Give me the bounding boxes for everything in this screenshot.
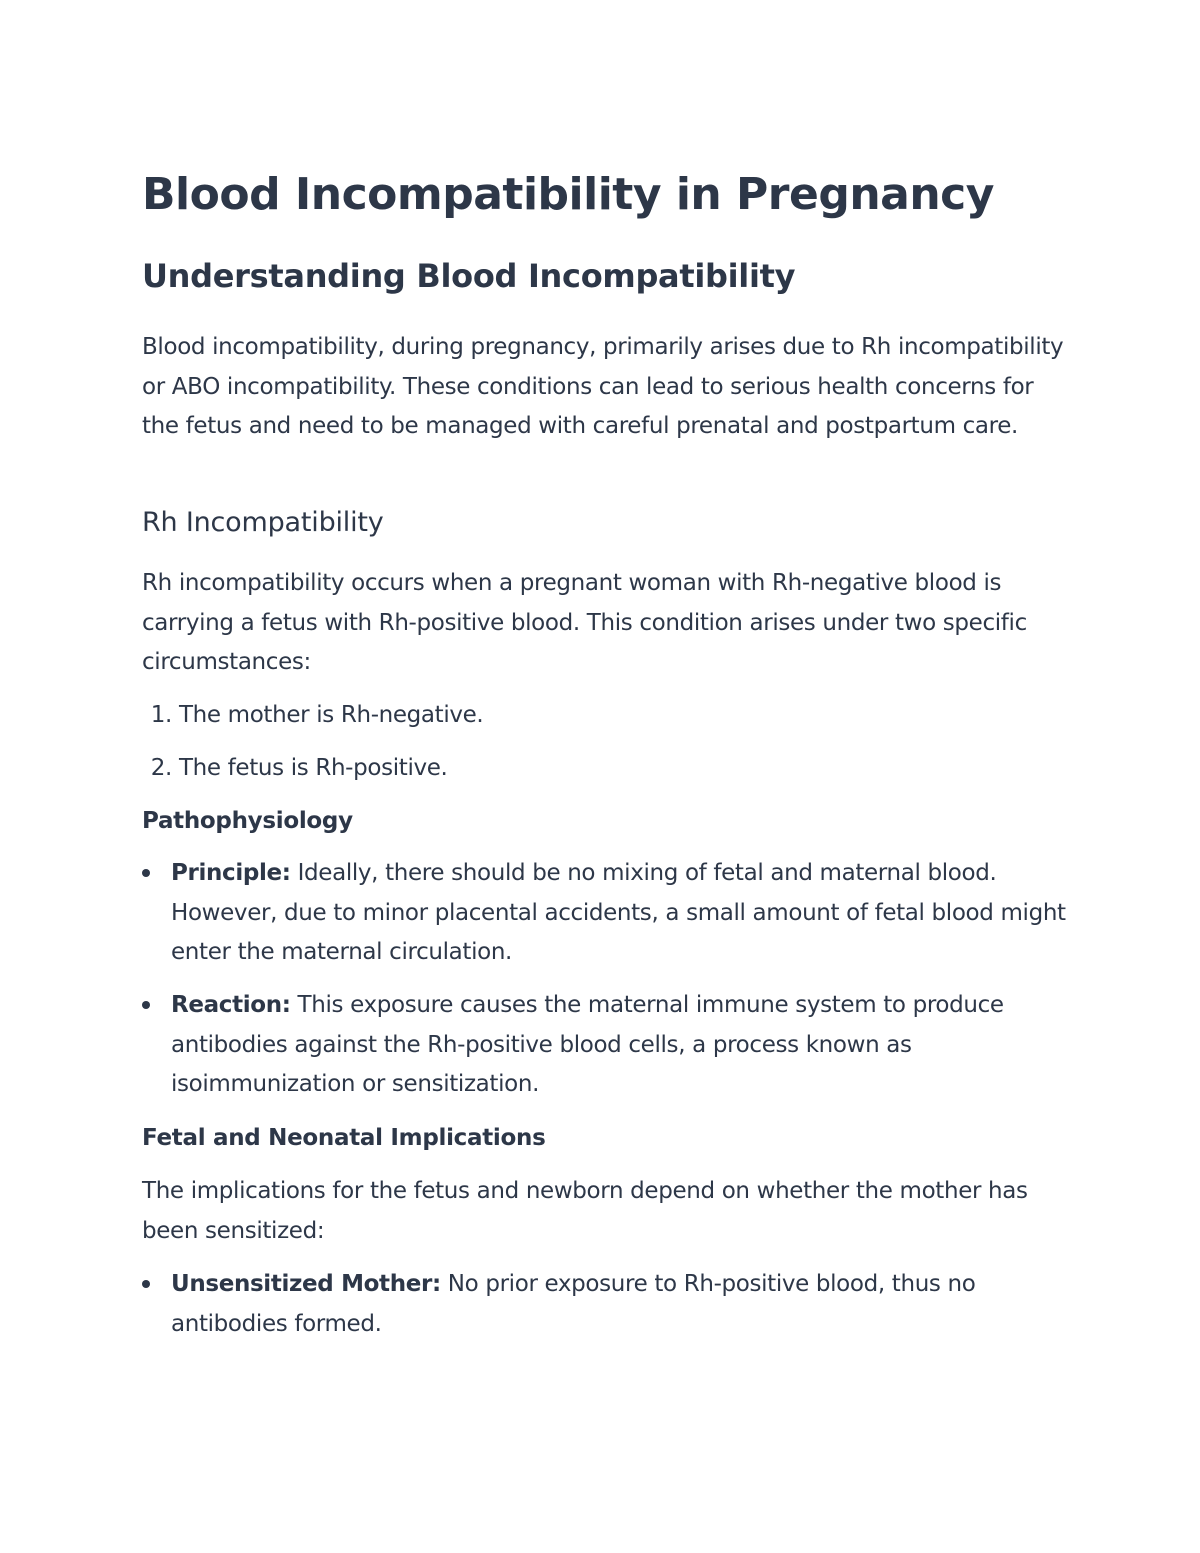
list-item-number: 1. (150, 702, 172, 728)
pathophysiology-heading: Pathophysiology (142, 808, 353, 834)
list-item (142, 854, 1072, 973)
bullet-icon (142, 1001, 150, 1009)
list-item (142, 986, 1072, 1105)
rh-intro-paragraph: Rh incompatibility occurs when a pregnant woman with Rh-negative blood is carrying a fetus with Rh-positive blood. This condition arises under two specific circumstances: (142, 570, 1027, 675)
bullet-icon (142, 869, 150, 877)
list-item (142, 1265, 1072, 1344)
document-title: Blood Incompatibility in Pregnancy (142, 169, 994, 220)
section-heading: Understanding Blood Incompatibility (142, 257, 796, 295)
list-item-term: Principle: (171, 860, 291, 886)
list-item-text: The mother is Rh-negative. (178, 702, 484, 728)
document-page (142, 168, 1072, 1337)
list-item-text: This exposure causes the maternal immune system to produce antibodies against the Rh-positive blood cells, a process known as isoimmunization or sensitization. (171, 992, 1004, 1097)
implications-intro-paragraph: The implications for the fetus and newborn depend on whether the mother has been sensitized: (142, 1178, 1028, 1244)
rh-heading: Rh Incompatibility (142, 507, 384, 538)
list-item-term: Unsensitized Mother: (171, 1271, 441, 1297)
section-intro-paragraph: Blood incompatibility, during pregnancy, primarily arises due to Rh incompatibility or ABO incompatibility. These conditions can lead to serious health concerns for the fetus and need to be managed with careful prenatal and postpartum care. (142, 334, 1064, 439)
list-item-number: 2. (150, 755, 172, 781)
list-item-text: Ideally, there should be no mixing of fetal and maternal blood. However, due to minor placental accidents, a small amount of fetal blood might enter the maternal circulation. (171, 860, 1066, 965)
bullet-icon (142, 1280, 150, 1288)
list-item-text: No prior exposure to Rh-positive blood, thus no antibodies formed. (171, 1271, 976, 1337)
implications-heading: Fetal and Neonatal Implications (142, 1125, 546, 1151)
list-item-text: The fetus is Rh-positive. (178, 755, 448, 781)
list-item (142, 752, 448, 784)
list-item-term: Reaction: (171, 992, 291, 1018)
list-item (142, 699, 483, 731)
